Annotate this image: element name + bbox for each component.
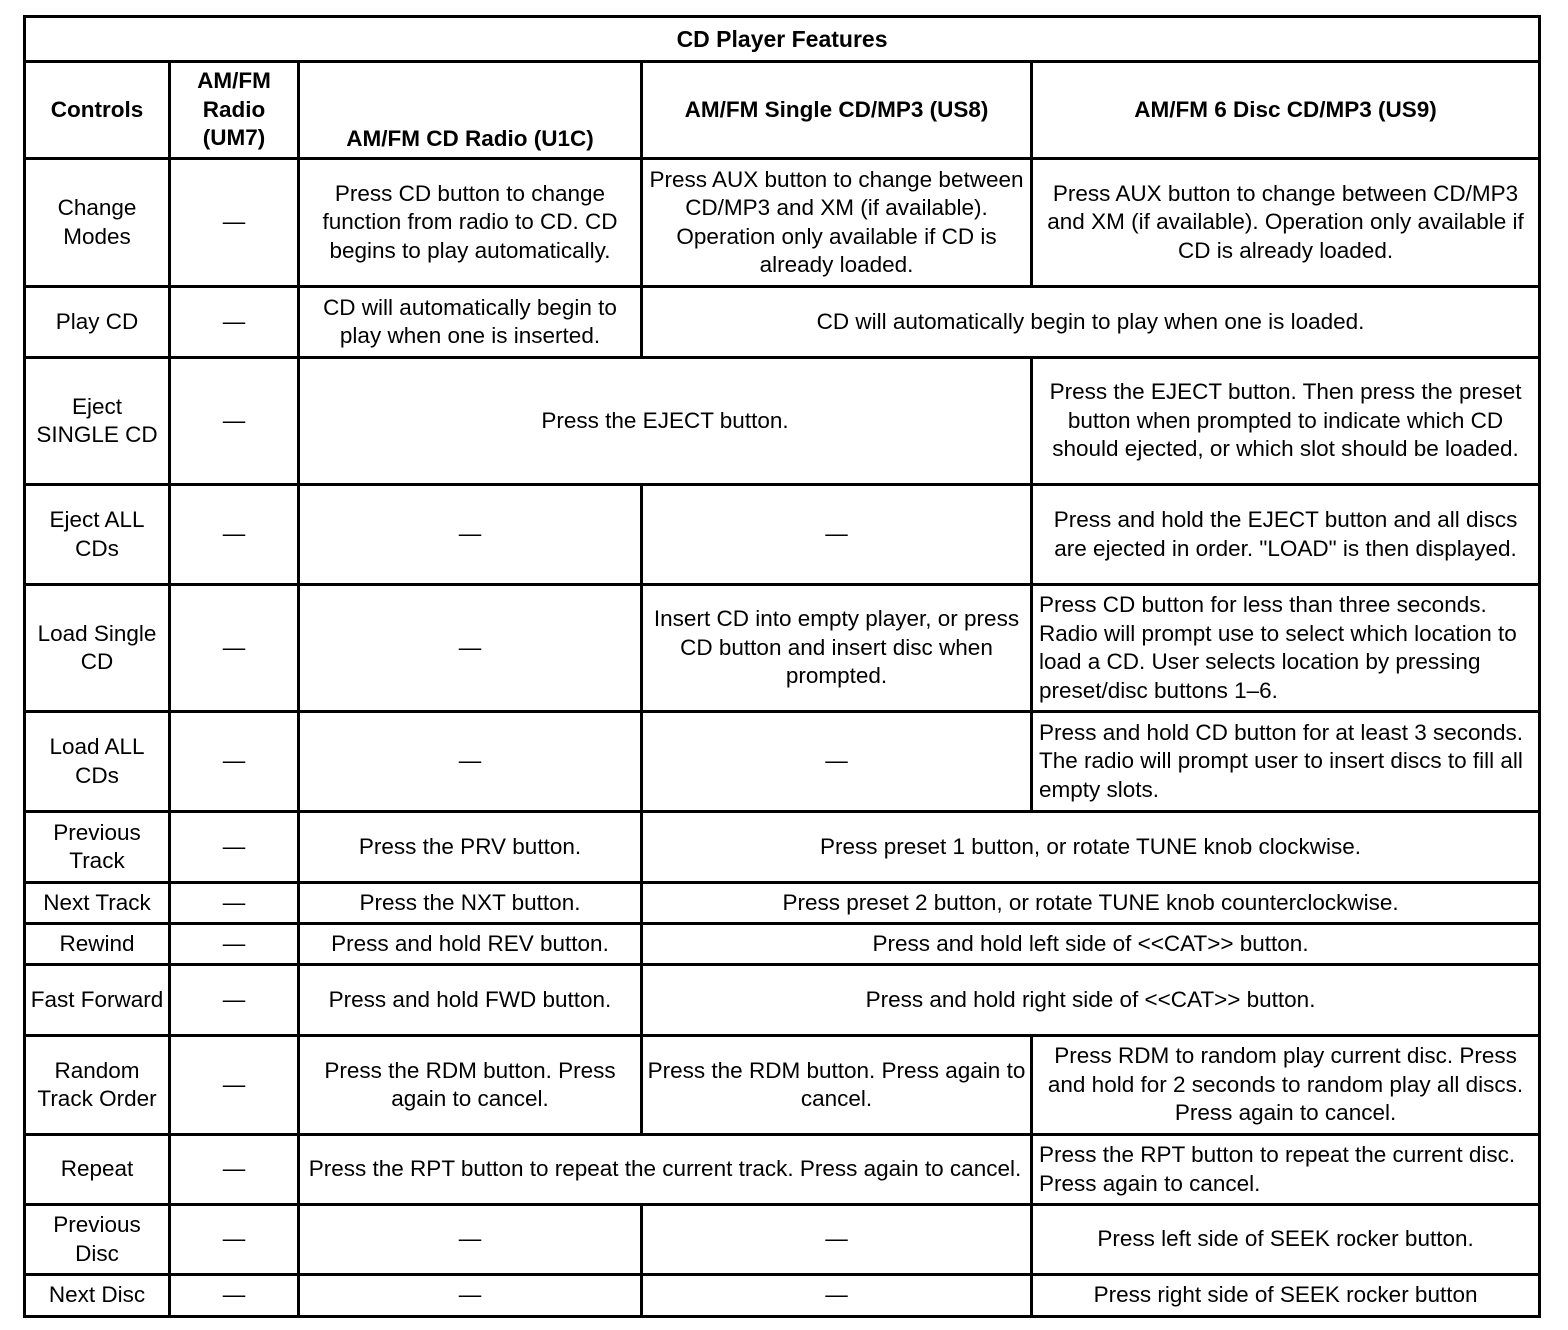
dash-cell: — bbox=[170, 924, 299, 965]
dash-cell: — bbox=[170, 965, 299, 1036]
table-row bbox=[25, 1135, 1540, 1205]
load-single-us9: Press CD button for less than three seconds. Radio will prompt use to select which location to load a CD. User selects location by pressing preset/disc buttons 1–6. bbox=[1032, 585, 1540, 712]
repeat-u1c-us8: Press the RPT button to repeat the current track. Press again to cancel. bbox=[299, 1135, 1032, 1205]
dash-cell: — bbox=[170, 1205, 299, 1275]
dash-cell: — bbox=[170, 485, 299, 585]
next-track-us8-us9: Press preset 2 button, or rotate TUNE knob counterclockwise. bbox=[642, 883, 1540, 924]
play-cd-us8-us9: CD will automatically begin to play when one is loaded. bbox=[642, 287, 1540, 358]
table-row bbox=[25, 1205, 1540, 1275]
header-row bbox=[25, 62, 1540, 159]
control-previous-disc: Previous Disc bbox=[25, 1205, 170, 1275]
dash-cell: — bbox=[170, 883, 299, 924]
eject-all-us9: Press and hold the EJECT button and all discs are ejected in order. "LOAD" is then displayed. bbox=[1032, 485, 1540, 585]
header-us9: AM/FM 6 Disc CD/MP3 (US9) bbox=[1032, 62, 1540, 159]
dash-cell: — bbox=[642, 1275, 1032, 1317]
table-row bbox=[25, 485, 1540, 585]
random-us9: Press RDM to random play current disc. Press and hold for 2 seconds to random play all discs. Press again to cancel. bbox=[1032, 1036, 1540, 1135]
header-controls: Controls bbox=[25, 62, 170, 159]
eject-single-us9: Press the EJECT button. Then press the preset button when prompted to indicate which CD should ejected, or which slot should be loaded. bbox=[1032, 358, 1540, 485]
table-row bbox=[25, 812, 1540, 883]
random-us8: Press the RDM button. Press again to cancel. bbox=[642, 1036, 1032, 1135]
play-cd-u1c: CD will automatically begin to play when one is inserted. bbox=[299, 287, 642, 358]
control-previous-track: Previous Track bbox=[25, 812, 170, 883]
change-modes-u1c: Press CD button to change function from radio to CD. CD begins to play automatically. bbox=[299, 159, 642, 287]
table-row bbox=[25, 358, 1540, 485]
table-row bbox=[25, 1275, 1540, 1317]
control-load-single: Load Single CD bbox=[25, 585, 170, 712]
next-disc-us9: Press right side of SEEK rocker button bbox=[1032, 1275, 1540, 1317]
control-repeat: Repeat bbox=[25, 1135, 170, 1205]
control-play-cd: Play CD bbox=[25, 287, 170, 358]
load-all-us9: Press and hold CD button for at least 3 seconds. The radio will prompt user to insert discs to fill all empty slots. bbox=[1032, 712, 1540, 812]
table-row bbox=[25, 1036, 1540, 1135]
table-row bbox=[25, 712, 1540, 812]
dash-cell: — bbox=[170, 1135, 299, 1205]
change-modes-us8: Press AUX button to change between CD/MP3 and XM (if available). Operation only available if CD is already loaded. bbox=[642, 159, 1032, 287]
dash-cell: — bbox=[170, 1036, 299, 1135]
previous-disc-us9: Press left side of SEEK rocker button. bbox=[1032, 1205, 1540, 1275]
next-track-u1c: Press the NXT button. bbox=[299, 883, 642, 924]
table-title: CD Player Features bbox=[25, 17, 1540, 62]
dash-cell: — bbox=[299, 1275, 642, 1317]
fast-forward-u1c: Press and hold FWD button. bbox=[299, 965, 642, 1036]
repeat-us9: Press the RPT button to repeat the current disc. Press again to cancel. bbox=[1032, 1135, 1540, 1205]
rewind-u1c: Press and hold REV button. bbox=[299, 924, 642, 965]
header-um7: AM/FM Radio (UM7) bbox=[170, 62, 299, 159]
dash-cell: — bbox=[299, 712, 642, 812]
control-change-modes: Change Modes bbox=[25, 159, 170, 287]
control-fast-forward: Fast Forward bbox=[25, 965, 170, 1036]
dash-cell: — bbox=[170, 585, 299, 712]
control-next-disc: Next Disc bbox=[25, 1275, 170, 1317]
dash-cell: — bbox=[299, 585, 642, 712]
change-modes-us9: Press AUX button to change between CD/MP3 and XM (if available). Operation only available if CD is already loaded. bbox=[1032, 159, 1540, 287]
dash-cell: — bbox=[299, 1205, 642, 1275]
load-single-us8: Insert CD into empty player, or press CD button and insert disc when prompted. bbox=[642, 585, 1032, 712]
control-load-all: Load ALL CDs bbox=[25, 712, 170, 812]
fast-forward-us8-us9: Press and hold right side of <<CAT>> button. bbox=[642, 965, 1540, 1036]
table-row bbox=[25, 965, 1540, 1036]
dash-cell: — bbox=[170, 287, 299, 358]
control-eject-single: Eject SINGLE CD bbox=[25, 358, 170, 485]
dash-cell: — bbox=[170, 159, 299, 287]
control-random: Random Track Order bbox=[25, 1036, 170, 1135]
table-row bbox=[25, 159, 1540, 287]
dash-cell: — bbox=[170, 712, 299, 812]
table-row bbox=[25, 883, 1540, 924]
eject-single-u1c-us8: Press the EJECT button. bbox=[299, 358, 1032, 485]
dash-cell: — bbox=[170, 812, 299, 883]
dash-cell: — bbox=[170, 1275, 299, 1317]
header-u1c: AM/FM CD Radio (U1C) bbox=[299, 62, 642, 159]
control-eject-all: Eject ALL CDs bbox=[25, 485, 170, 585]
dash-cell: — bbox=[642, 712, 1032, 812]
table-title-row bbox=[25, 17, 1540, 62]
control-next-track: Next Track bbox=[25, 883, 170, 924]
dash-cell: — bbox=[642, 485, 1032, 585]
table-row bbox=[25, 585, 1540, 712]
dash-cell: — bbox=[170, 358, 299, 485]
dash-cell: — bbox=[299, 485, 642, 585]
dash-cell: — bbox=[642, 1205, 1032, 1275]
header-us8: AM/FM Single CD/MP3 (US8) bbox=[642, 62, 1032, 159]
table-row bbox=[25, 924, 1540, 965]
previous-track-us8-us9: Press preset 1 button, or rotate TUNE knob clockwise. bbox=[642, 812, 1540, 883]
previous-track-u1c: Press the PRV button. bbox=[299, 812, 642, 883]
table-row bbox=[25, 287, 1540, 358]
control-rewind: Rewind bbox=[25, 924, 170, 965]
rewind-us8-us9: Press and hold left side of <<CAT>> button. bbox=[642, 924, 1540, 965]
random-u1c: Press the RDM button. Press again to cancel. bbox=[299, 1036, 642, 1135]
cd-player-features-table bbox=[23, 15, 1541, 1318]
